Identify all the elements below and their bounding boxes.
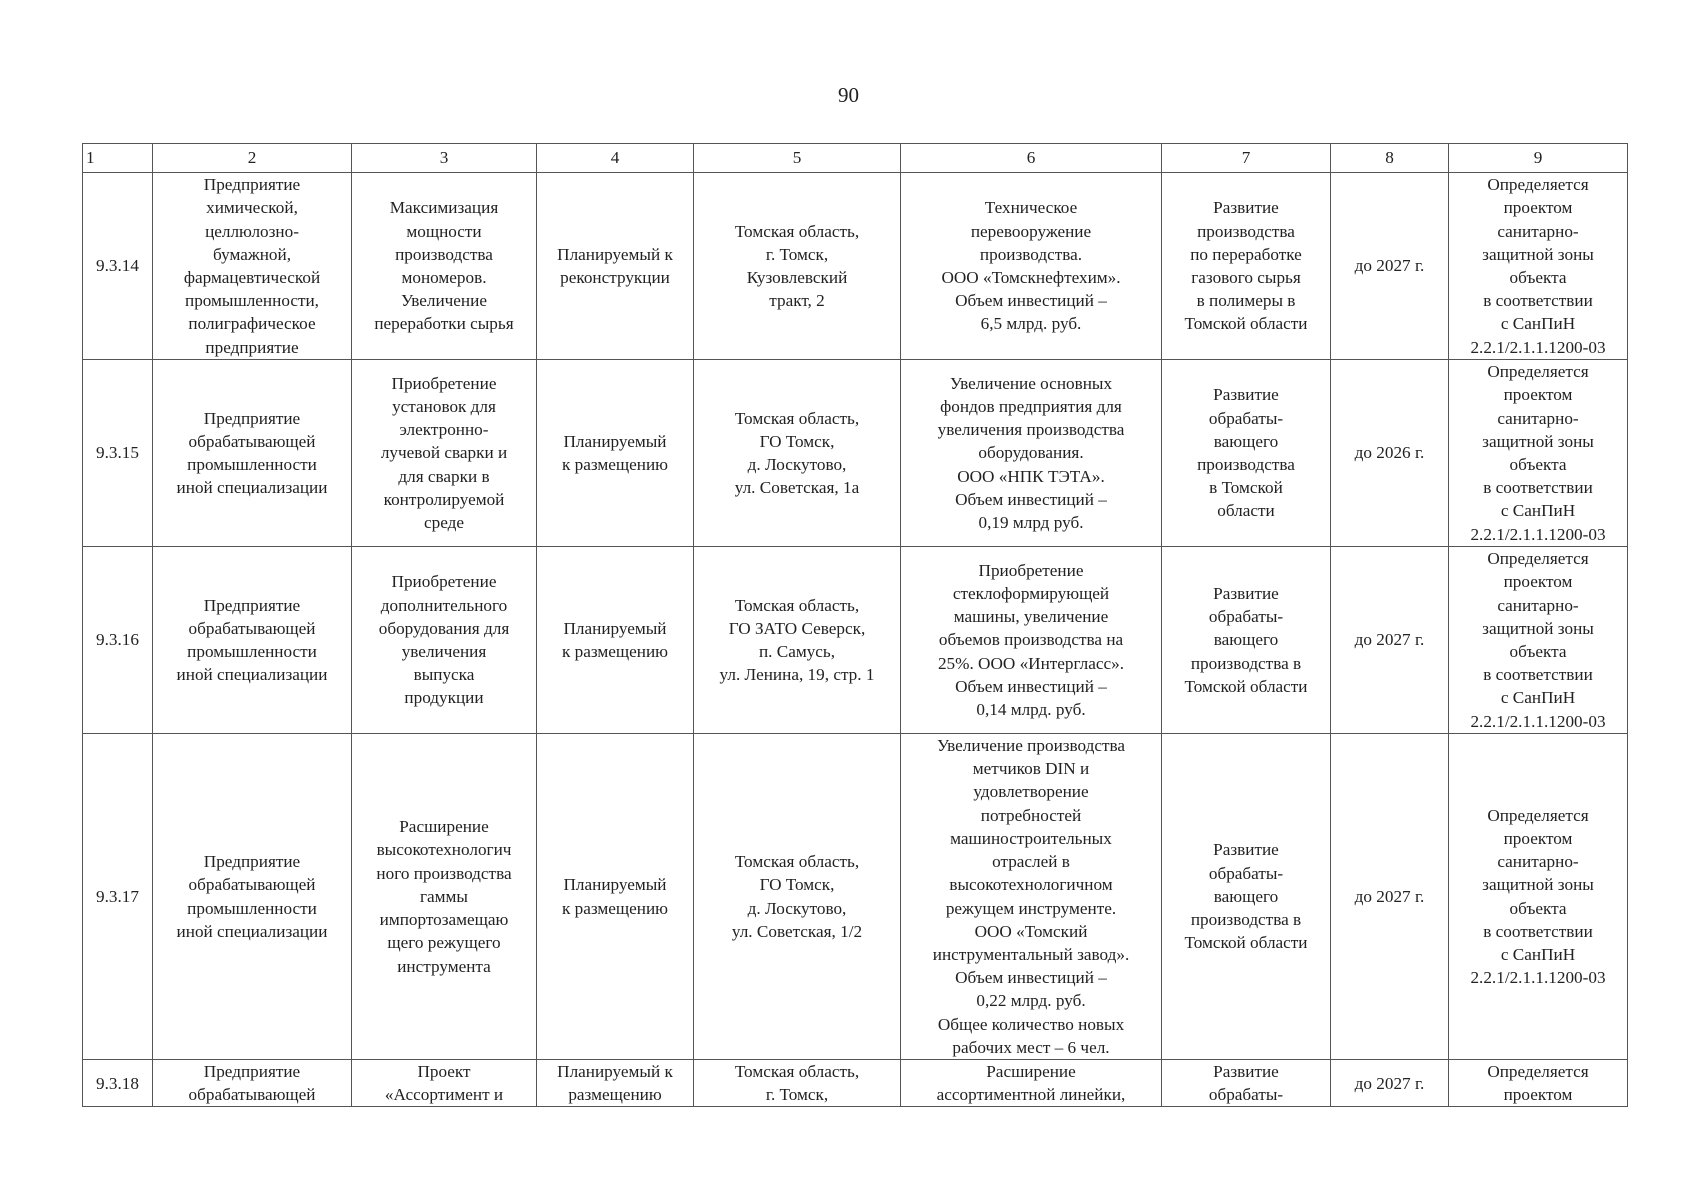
row-id-cell: 9.3.14	[83, 173, 153, 360]
table-row	[83, 360, 1628, 547]
planned-objects-table	[82, 143, 1628, 1107]
details-cell: Техническое перевооружение производства. ООО «Томскнефтехим». Объем инвестиций – 6,5 млрд. руб.	[901, 173, 1162, 360]
object-type-cell: Предприятие обрабатывающей промышленности иной специализации	[153, 734, 352, 1060]
table-header-cell: 5	[694, 144, 901, 173]
object-type-cell: Предприятие химической, целлюлозно- бумажной, фармацевтической промышленности, полиграфическое предприятие	[153, 173, 352, 360]
object-type-cell: Предприятие обрабатывающей	[153, 1060, 352, 1107]
program-cell: Развитие обрабаты- вающего производства в Томской области	[1162, 360, 1331, 547]
table-header-cell: 3	[352, 144, 537, 173]
zone-cell: Определяется проектом санитарно- защитной зоны объекта в соответствии с СанПиН 2.2.1/2.1.1.1200-03	[1449, 173, 1628, 360]
table-row	[83, 1060, 1628, 1107]
deadline-cell: до 2026 г.	[1331, 360, 1449, 547]
table-row	[83, 547, 1628, 734]
program-cell: Развитие производства по переработке газового сырья в полимеры в Томской области	[1162, 173, 1331, 360]
program-cell: Развитие обрабаты- вающего производства в Томской области	[1162, 547, 1331, 734]
row-id-cell: 9.3.18	[83, 1060, 153, 1107]
deadline-cell: до 2027 г.	[1331, 734, 1449, 1060]
status-cell: Планируемый к размещению	[537, 1060, 694, 1107]
status-cell: Планируемый к размещению	[537, 547, 694, 734]
details-cell: Увеличение основных фондов предприятия для увеличения производства оборудования. ООО «НПК ТЭТА». Объем инвестиций – 0,19 млрд руб.	[901, 360, 1162, 547]
row-id-cell: 9.3.16	[83, 547, 153, 734]
status-cell: Планируемый к размещению	[537, 360, 694, 547]
table-header-cell: 9	[1449, 144, 1628, 173]
location-cell: Томская область, ГО Томск, д. Лоскутово, ул. Советская, 1/2	[694, 734, 901, 1060]
program-cell: Развитие обрабаты-	[1162, 1060, 1331, 1107]
purpose-cell: Расширение высокотехнологич ного производства гаммы импортозамещаю щего режущего инструмента	[352, 734, 537, 1060]
table-header-cell: 6	[901, 144, 1162, 173]
status-cell: Планируемый к размещению	[537, 734, 694, 1060]
details-cell: Расширение ассортиментной линейки,	[901, 1060, 1162, 1107]
program-cell: Развитие обрабаты- вающего производства в Томской области	[1162, 734, 1331, 1060]
zone-cell: Определяется проектом санитарно- защитной зоны объекта в соответствии с СанПиН 2.2.1/2.1.1.1200-03	[1449, 547, 1628, 734]
zone-cell: Определяется проектом санитарно- защитной зоны объекта в соответствии с СанПиН 2.2.1/2.1.1.1200-03	[1449, 734, 1628, 1060]
zone-cell: Определяется проектом	[1449, 1060, 1628, 1107]
location-cell: Томская область, г. Томск, Кузовлевский тракт, 2	[694, 173, 901, 360]
zone-cell: Определяется проектом санитарно- защитной зоны объекта в соответствии с СанПиН 2.2.1/2.1.1.1200-03	[1449, 360, 1628, 547]
row-id-cell: 9.3.15	[83, 360, 153, 547]
table-row	[83, 173, 1628, 360]
table-row	[83, 734, 1628, 1060]
details-cell: Приобретение стеклоформирующей машины, увеличение объемов производства на 25%. ООО «Интергласс». Объем инвестиций – 0,14 млрд. руб.	[901, 547, 1162, 734]
table-header-cell: 8	[1331, 144, 1449, 173]
row-id-cell: 9.3.17	[83, 734, 153, 1060]
object-type-cell: Предприятие обрабатывающей промышленности иной специализации	[153, 360, 352, 547]
table-header-cell: 1	[83, 144, 153, 173]
deadline-cell: до 2027 г.	[1331, 1060, 1449, 1107]
location-cell: Томская область, ГО ЗАТО Северск, п. Самусь, ул. Ленина, 19, стр. 1	[694, 547, 901, 734]
details-cell: Увеличение производства метчиков DIN и удовлетворение потребностей машиностроительных отраслей в высокотехнологичном режущем инструменте. ООО «Томский инструментальный завод». Объем инвестиций – 0,22 млрд. руб. Общее количество новых рабочих мест – 6 чел.	[901, 734, 1162, 1060]
location-cell: Томская область, ГО Томск, д. Лоскутово, ул. Советская, 1а	[694, 360, 901, 547]
page-number: 90	[838, 83, 859, 107]
purpose-cell: Приобретение установок для электронно- лучевой сварки и для сварки в контролируемой среде	[352, 360, 537, 547]
table-header-cell: 7	[1162, 144, 1331, 173]
purpose-cell: Максимизация мощности производства мономеров. Увеличение переработки сырья	[352, 173, 537, 360]
purpose-cell: Приобретение дополнительного оборудования для увеличения выпуска продукции	[352, 547, 537, 734]
purpose-cell: Проект «Ассортимент и	[352, 1060, 537, 1107]
status-cell: Планируемый к реконструкции	[537, 173, 694, 360]
table-header-row	[83, 144, 1628, 173]
deadline-cell: до 2027 г.	[1331, 547, 1449, 734]
object-type-cell: Предприятие обрабатывающей промышленности иной специализации	[153, 547, 352, 734]
table-header-cell: 4	[537, 144, 694, 173]
table-header-cell: 2	[153, 144, 352, 173]
deadline-cell: до 2027 г.	[1331, 173, 1449, 360]
location-cell: Томская область, г. Томск,	[694, 1060, 901, 1107]
